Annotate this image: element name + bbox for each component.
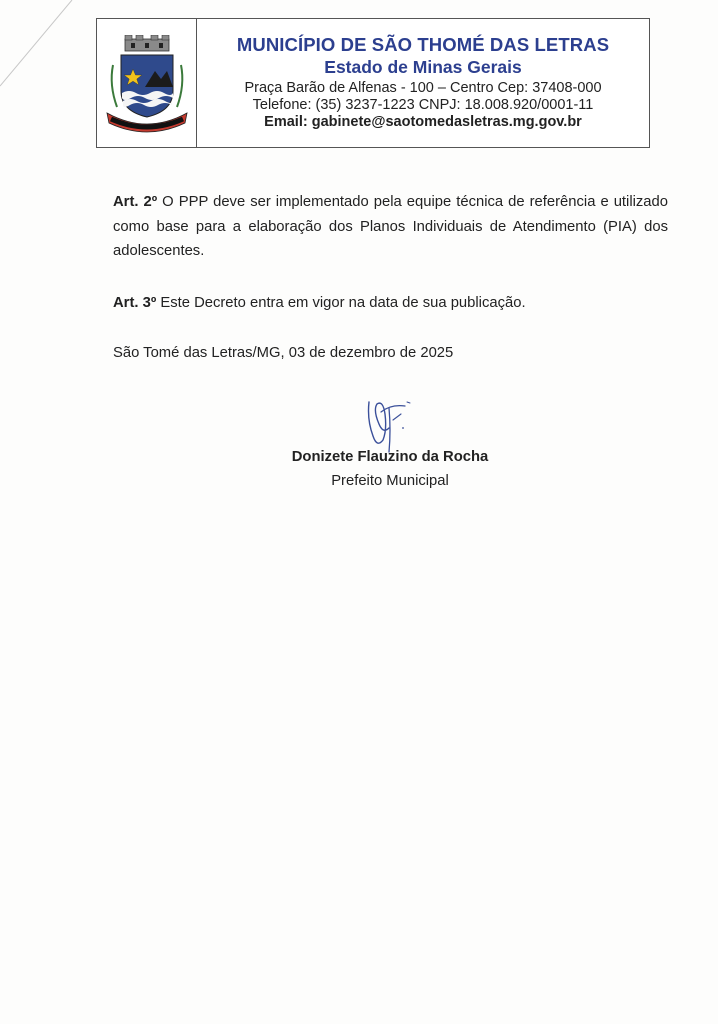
letterhead [96,18,650,148]
article-3-label: Art. 3º [113,295,157,311]
article-3-text: Este Decreto entra em vigor na data de sua publicação. [156,295,526,311]
address-line: Praça Barão de Alfenas - 100 – Centro Cep: 37408-000 [244,80,602,96]
phone-cnpj-line: Telefone: (35) 3237-1223 CNPJ: 18.008.920/0001-11 [252,97,594,113]
signer-name: Donizete Flauzino da Rocha [291,449,489,465]
email-line: Email: gabinete@saotomedasletras.mg.gov.br [264,114,582,130]
letterhead-text [197,19,649,147]
article-2-text: O PPP deve ser implementado pela equipe técnica de referência e utilizado como base para a elaboração dos Planos Individuais de Atendimento (PIA) dos adolescentes. [113,194,668,259]
signer-role: Prefeito Municipal [331,473,449,489]
logo-cell [97,19,197,147]
coat-of-arms-icon [105,35,189,137]
municipality-title: MUNICÍPIO DE SÃO THOMÉ DAS LETRAS [236,34,610,55]
folded-corner-mark [0,0,80,90]
article-3-paragraph [113,291,668,316]
state-subtitle: Estado de Minas Gerais [324,57,522,77]
article-2-label: Art. 2º [113,194,158,210]
article-2-paragraph [113,190,668,264]
place-and-date: São Tomé das Letras/MG, 03 de dezembro de 2025 [113,345,454,361]
